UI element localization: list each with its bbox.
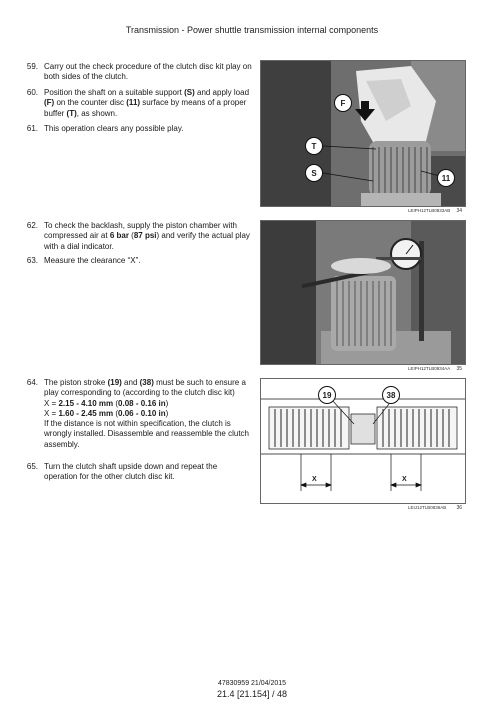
step-text: The piston stroke (19) and (38) must be such to ensure a play corresponding to (according to the clutch disc kit) X = 2.15 - 4.10 mm (0.08 - 0.16 in) X = 1.60 - 2.45 mm (0.06 - 0.10 in) If the distance is not within specification, the clutch is wrongly installed. Disassemble and reassemble the clutch assembly. xyxy=(44,378,249,449)
callout-11: 11 xyxy=(437,169,455,187)
figure-code: LEIPH12TLB0833AB xyxy=(408,208,451,213)
step-59 xyxy=(22,62,252,83)
step-text: Carry out the check procedure of the clutch disc kit play on both sides of the clutch. xyxy=(44,62,252,82)
spec-line-1: X = 2.15 - 4.10 mm (0.08 - 0.16 in) xyxy=(44,398,169,408)
step-text: Turn the clutch shaft upside down and repeat the operation for the other clutch disc kit. xyxy=(44,462,218,482)
footer-page-number: 21.4 [21.154] / 48 xyxy=(216,689,288,699)
step-text: To check the backlash, supply the piston chamber with compressed air at 6 bar (87 psi) and verify the actual play with a dial indicator. xyxy=(44,221,250,251)
step-text: Measure the clearance “X”. xyxy=(44,256,141,265)
footer-doc-id: 47830959 21/04/2015 xyxy=(217,680,287,687)
dimension-x-left: X xyxy=(312,476,317,483)
dimension-x-right: X xyxy=(402,476,407,483)
clutch-press-photo xyxy=(261,61,465,206)
spec-line-2: X = 1.60 - 2.45 mm (0.06 - 0.10 in) xyxy=(44,408,169,418)
step-number: 59. xyxy=(26,62,38,71)
step-number: 61. xyxy=(26,124,38,133)
callout-s: S xyxy=(305,164,323,182)
figure-number: 35 xyxy=(456,366,462,372)
step-number: 63. xyxy=(26,256,38,265)
page-header: Transmission - Power shuttle transmission internal components xyxy=(125,25,379,35)
step-62 xyxy=(22,221,252,252)
callout-38: 38 xyxy=(382,386,400,404)
step-number: 62. xyxy=(26,221,38,230)
figure-number: 34 xyxy=(456,208,462,214)
figure-34-photo xyxy=(260,60,466,207)
figure-36-drawing xyxy=(260,378,466,504)
step-text: Position the shaft on a suitable support (S) and apply load (F) on the counter disc (11) surface by means of a proper buffer (T), as shown. xyxy=(44,88,250,118)
step-61 xyxy=(22,124,252,134)
figure-number: 36 xyxy=(456,505,462,511)
step-60 xyxy=(22,88,252,119)
callout-f: F xyxy=(334,94,352,112)
step-64 xyxy=(22,378,252,450)
step-65 xyxy=(22,462,252,483)
figure-code: LEIJ12TLB0836AB xyxy=(408,505,447,510)
step-text: This operation clears any possible play. xyxy=(44,124,184,133)
figure-35-photo xyxy=(260,220,466,365)
step-63 xyxy=(22,256,252,266)
dial-indicator-photo xyxy=(261,221,465,364)
figure-code: LEIPH12TLB0834AA xyxy=(408,366,451,371)
callout-t: T xyxy=(305,137,323,155)
step-number: 65. xyxy=(26,462,38,471)
callout-19: 19 xyxy=(318,386,336,404)
step-number: 60. xyxy=(26,88,38,97)
clutch-section-drawing xyxy=(261,379,465,503)
step-number: 64. xyxy=(26,378,38,387)
